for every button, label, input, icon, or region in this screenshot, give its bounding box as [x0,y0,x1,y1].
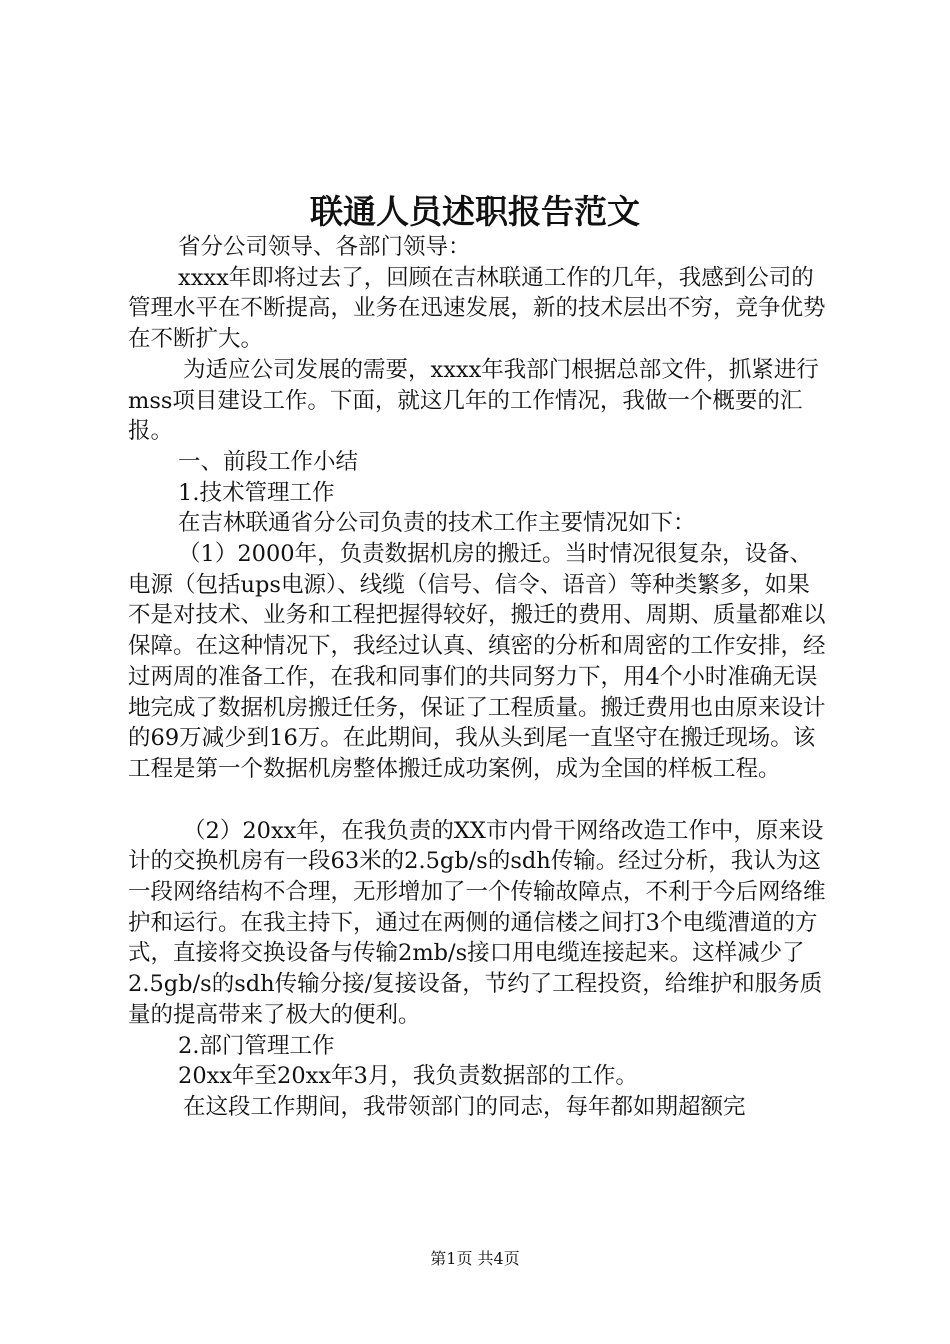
paragraph-tech-intro: 在吉林联通省分公司负责的技术工作主要情况如下： [178,510,696,537]
document-title: 联通人员述职报告范文 [310,192,640,231]
subsection-heading-tech: 1.技术管理工作 [178,479,335,506]
section-heading-1: 一、前段工作小结 [178,448,359,475]
page-footer: 第1页 共4页 [430,1249,520,1268]
paragraph-purpose: 为适应公司发展的需要，xxxx年我部门根据总部文件，抓紧进行mss项目建设工作。下面，就这几年的工作情况，我做一个概要的汇报。 [128,356,819,445]
paragraph-dept-work: 在这段工作期间，我带领部门的同志，每年都如期超额完 [183,1093,746,1120]
paragraph-gap [128,785,828,816]
paragraph-intro: xxxx年即将过去了，回顾在吉林联通工作的几年，我感到公司的管理水平在不断提高，业务在迅速发展，新的技术层出不穷，竞争优势在不断扩大。 [128,264,826,353]
paragraph-item-1: （1）2000年，负责数据机房的搬迁。当时情况很复杂，设备、电源（包括ups电源）、线缆（信号、信令、语音）等种类繁多，如果不是对技术、业务和工程把握得较好，搬迁的费用、周期、质量都难以保障。在这种情况下，我经过认真、缜密的分析和周密的工作安排，经过两周的准备工作，在我和同事们的共同努力下，用4个小时准确无误地完成了数据机房搬迁任务，保证了工程质量。搬迁费用也由原来设计的69万减少到16万。在此期间，我从头到尾一直坚守在搬迁现场。该工程是第一个数据机房整体搬迁成功案例，成为全国的样板工程。 [128,541,826,782]
paragraph-item-2: （2）20xx年，在我负责的XX市内骨干网络改造工作中，原来设计的交换机房有一段63米的2.5gb/s的sdh传输。经过分析，我认为这一段网络结构不合理，无形增加了一个传输故障点，不利于今后网络维护和运行。在我主持下，通过在两侧的通信楼之间打3个电缆漕道的方式，直接将交换设备与传输2mb/s接口用电缆连接起来。这样减少了2.5gb/s的sdh传输分接/复接设备，节约了工程投资，给维护和服务质量的提高带来了极大的便利。 [128,817,826,1028]
subsection-heading-dept: 2.部门管理工作 [178,1032,335,1059]
paragraph-dept-period: 20xx年至20xx年3月，我负责数据部的工作。 [178,1063,638,1090]
salutation: 省分公司领导、各部门领导： [178,234,471,260]
document-body [128,232,828,1123]
